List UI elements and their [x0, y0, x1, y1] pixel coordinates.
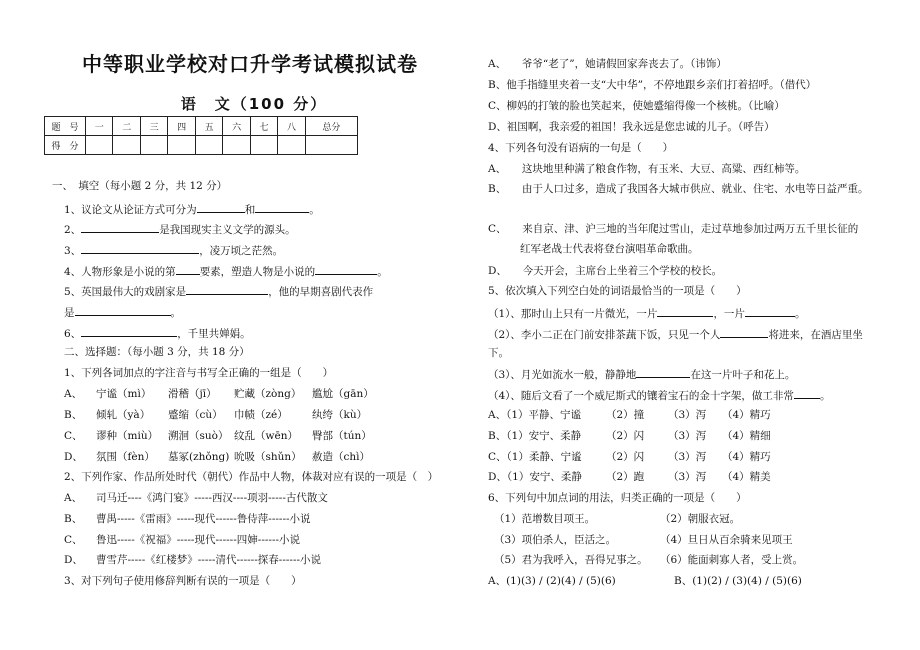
- option-term: 滑稽（jī）: [168, 388, 217, 400]
- score-cell: 四: [168, 117, 195, 136]
- mc4-option-c[interactable]: C、 来自京、津、沪三地的当年爬过雪山，走过草地参加过两万五千里长征的: [488, 223, 859, 235]
- option-term: 纹乱（wēn）: [234, 430, 298, 442]
- mc2-option-a[interactable]: [64, 491, 328, 505]
- option-text: （2）闪: [606, 451, 645, 463]
- sentence-item: （6）能面刺寡人者，受上赏。: [660, 554, 804, 566]
- mc4-option-d[interactable]: D、 今天开会，主席台上坐着三个学校的校长。: [488, 265, 723, 277]
- mc5-sentence-2: [488, 326, 863, 342]
- option-text: （3）泻: [668, 451, 707, 463]
- option-term: 巾帻（zé）: [234, 409, 288, 421]
- option-text: B、（1）安宁、柔静: [488, 430, 582, 442]
- mc3-option-c[interactable]: C、柳妈的打皱的脸也笑起来，使她蹙缩得像一个核桃。（比喻）: [488, 100, 785, 112]
- option-text: （4）精美: [722, 471, 771, 483]
- option-text: （4）精巧: [722, 409, 771, 421]
- option-term: 氛围（fèn）: [96, 451, 155, 463]
- sentence-item: （2）朝服衣冠。: [660, 513, 741, 525]
- q2-text: 是我国现实主义文学的源头。: [159, 224, 296, 236]
- mc6-option-a[interactable]: A、(1)(3) / (2)(4) / (5)(6): [488, 575, 616, 587]
- mc3-option-d[interactable]: D、祖国啊，我亲爱的祖国！我永远是您忠诚的儿子。（呼告）: [488, 121, 775, 133]
- option-term: 蹙缩（cù）: [168, 409, 223, 421]
- fill-question-5: [64, 283, 373, 299]
- option-letter: D、: [64, 554, 83, 566]
- option-term: 臀部（tún）: [312, 430, 372, 442]
- score-cell: 题 号: [45, 117, 86, 136]
- answer-blank[interactable]: [75, 304, 171, 316]
- mc-question-6: 6、下列句中加点词的用法，归类正确的一项是（ ）: [488, 492, 747, 504]
- answer-blank[interactable]: [81, 221, 159, 233]
- option-letter: D、: [64, 451, 83, 463]
- option-text: 曹禺-----《雷雨》-----现代------鲁侍萍------小说: [96, 513, 311, 525]
- mc1-option-b[interactable]: [64, 408, 367, 422]
- option-letter: C、: [64, 430, 83, 442]
- mc-question-4: 4、下列各句没有语病的一句是（ ）: [488, 142, 674, 154]
- q1-text: 。: [309, 204, 320, 216]
- q1-text: 和: [244, 204, 256, 216]
- mc-question-5: 5、依次填入下列空白处的词语最恰当的一项是（ ）: [488, 285, 747, 297]
- answer-blank[interactable]: [745, 305, 795, 317]
- q3-text: ，凌万顷之茫然。: [199, 245, 284, 257]
- fill-question-1: [64, 201, 320, 217]
- sentence-text: 。: [794, 308, 806, 320]
- score-table-score-row: [45, 136, 358, 155]
- score-cell: 五: [195, 117, 222, 136]
- fill-question-6: [64, 325, 251, 341]
- answer-blank[interactable]: [636, 366, 690, 378]
- option-term: 吮吸（shǔn）: [234, 451, 302, 463]
- sentence-text: 在这一片叶子和花上。: [690, 369, 796, 381]
- mc4-option-a[interactable]: A、 这块地里种满了粮食作物，有玉米、大豆、高粱、西红柿等。: [488, 163, 806, 175]
- answer-blank[interactable]: [255, 201, 309, 213]
- q1-text: 1、议论文从论证方式可分为: [64, 204, 197, 216]
- score-cell: 总分: [305, 117, 357, 136]
- mc1-option-d[interactable]: [64, 450, 370, 464]
- option-letter: A、: [64, 388, 83, 400]
- fill-question-2: [64, 221, 296, 237]
- answer-blank[interactable]: [81, 242, 199, 254]
- option-text: （2）跑: [606, 471, 645, 483]
- sentence-item: （4）旦日从百余骑来见项王: [660, 534, 793, 546]
- mc6-item-row: [494, 533, 793, 547]
- score-input-cell[interactable]: [223, 136, 250, 155]
- answer-blank[interactable]: [81, 325, 177, 337]
- mc1-option-a[interactable]: [64, 387, 374, 401]
- q4-text: 4、人物形象是小说的第: [64, 266, 176, 278]
- mc5-option-d[interactable]: [488, 470, 771, 484]
- q4-text: 要素，塑造人物是小说的: [199, 266, 316, 278]
- mc5-sentence-4: [488, 387, 830, 403]
- score-input-cell[interactable]: [278, 136, 305, 155]
- option-text: A、（1）平静、宁谧: [488, 409, 582, 421]
- q6-text: ，千里共婵娟。: [177, 328, 251, 340]
- option-text: 司马迁----《鸿门宴》-----西汉----项羽-----古代散文: [96, 492, 328, 504]
- score-input-cell[interactable]: [86, 136, 113, 155]
- sentence-text: （2）、李小二正在门前安排茶蔬下饭，只见一个人: [488, 329, 721, 341]
- score-input-cell[interactable]: [305, 136, 357, 155]
- mc2-option-b[interactable]: [64, 512, 311, 526]
- option-text: （4）精巧: [722, 451, 771, 463]
- mc4-option-c-cont: 红军老战士代表将登台演唱革命歌曲。: [520, 243, 699, 255]
- fill-question-5-cont: [64, 304, 181, 320]
- answer-blank[interactable]: [186, 283, 268, 295]
- score-input-cell[interactable]: [168, 136, 195, 155]
- q5-text: 是: [64, 307, 75, 319]
- score-cell: 一: [86, 117, 113, 136]
- mc2-option-c[interactable]: [64, 533, 300, 547]
- sentence-item: （5）君为我呼入，吾得兄事之。: [494, 554, 648, 566]
- score-cell: 二: [113, 117, 140, 136]
- mc-question-1: 1、下列各词加点的字注音与书写全正确的一组是（ ）: [64, 367, 334, 379]
- mc-question-2: 2、下列作家、作品所处时代（朝代）作品中人物，体裁对应有误的一项是（ ）: [64, 471, 439, 483]
- q5-text: 5、英国最伟大的戏剧家是: [64, 286, 187, 298]
- mc5-sentence-1: [488, 305, 805, 321]
- q5-text: ，他的早期喜剧代表作: [268, 286, 374, 298]
- sentence-text: ，一片: [713, 308, 745, 320]
- fill-question-3: [64, 242, 283, 258]
- option-letter: A、: [64, 492, 83, 504]
- score-cell: 六: [223, 117, 250, 136]
- mc2-option-d[interactable]: [64, 553, 321, 567]
- score-input-cell[interactable]: [140, 136, 167, 155]
- mc3-option-a[interactable]: A、 爷爷“老了”，她请假回家奔丧去了。（讳饰）: [488, 58, 727, 70]
- q2-number: 2、: [64, 224, 82, 236]
- option-text: 曹雪芹-----《红楼梦》-----清代------探春------小说: [96, 554, 322, 566]
- score-input-cell[interactable]: [195, 136, 222, 155]
- section1-heading: 一、 填空（每小题 2 分，共 12 分）: [52, 180, 228, 192]
- option-term: 溯洄（suò）: [168, 430, 229, 442]
- option-text: （3）泻: [668, 430, 707, 442]
- mc4-option-b[interactable]: B、 由于人口过多，造成了我国各大城市供应、就业、住宅、水电等日益严重。: [488, 183, 869, 195]
- mc5-option-a[interactable]: [488, 408, 771, 422]
- option-text: （3）泻: [668, 409, 707, 421]
- score-input-cell[interactable]: [250, 136, 277, 155]
- mc6-item-row: [494, 512, 740, 526]
- q6-number: 6、: [64, 328, 82, 340]
- option-text: （4）精细: [722, 430, 771, 442]
- option-term: 贮藏（zòng）: [234, 388, 302, 400]
- option-term: 谬种（miù）: [96, 430, 159, 442]
- option-text: D、（1）安宁、柔静: [488, 471, 582, 483]
- score-table-header-row: [45, 117, 358, 136]
- score-row-label: 得 分: [45, 136, 86, 155]
- sentence-text: （1）、那时山上只有一片微光，一片: [488, 308, 658, 320]
- answer-blank[interactable]: [794, 387, 820, 399]
- option-term: 墓冢(zhǒng): [168, 451, 230, 463]
- answer-blank[interactable]: [657, 305, 713, 317]
- page-title: 中等职业学校对口升学考试模拟试卷: [82, 52, 418, 76]
- mc5-option-b[interactable]: [488, 429, 771, 443]
- fill-question-4: [64, 263, 388, 279]
- option-letter: B、: [64, 409, 83, 421]
- option-text: 鲁迅-----《祝福》-----现代------四婶------小说: [96, 534, 301, 546]
- score-table: [44, 116, 358, 155]
- mc6-options: [488, 574, 802, 588]
- mc1-option-c[interactable]: [64, 429, 372, 443]
- q3-number: 3、: [64, 245, 82, 257]
- sentence-item: （3）项伯杀人，臣活之。: [494, 534, 617, 546]
- answer-blank[interactable]: [197, 201, 245, 213]
- mc6-item-row: [494, 553, 803, 567]
- section2-heading: 二、选择题：（每小题 3 分，共 18 分）: [64, 346, 250, 358]
- option-text: （2）闪: [606, 430, 645, 442]
- option-term: 倾轧（yà）: [96, 409, 151, 421]
- option-term: 尴尬（gān）: [312, 388, 374, 400]
- sentence-text: 。: [819, 390, 831, 402]
- mc6-option-b[interactable]: B、(1)(2) / (3)(4) / (5)(6): [674, 575, 802, 587]
- answer-blank[interactable]: [315, 263, 377, 275]
- score-input-cell[interactable]: [113, 136, 140, 155]
- option-text: （3）泻: [668, 471, 707, 483]
- sentence-text: 将进来，在酒店里坐: [768, 329, 863, 341]
- mc5-option-c[interactable]: [488, 450, 771, 464]
- score-cell: 三: [140, 117, 167, 136]
- score-cell: 八: [278, 117, 305, 136]
- sentence-text: （3）、月光如流水一般，静静地: [488, 369, 637, 381]
- option-text: C、（1）柔静、宁谧: [488, 451, 582, 463]
- q4-text: 。: [377, 266, 388, 278]
- option-text: （2）撞: [606, 409, 645, 421]
- mc-question-3: 3、对下列句子使用修辞判断有误的一项是（ ）: [64, 575, 302, 587]
- mc3-option-b[interactable]: B、他手指缝里夹着一支“大中华”，不停地跟乡亲们打着招呼。（借代）: [488, 79, 817, 91]
- sentence-item: （1）范增数目项王。: [494, 513, 596, 525]
- mc5-sentence-2-cont: 下。: [488, 347, 509, 359]
- q5-text: 。: [170, 307, 181, 319]
- sentence-text: （4）、随后文看了一个威尼斯式的镶着宝石的金十字架，做工非常: [488, 390, 794, 402]
- subject-heading: 语 文（100 分）: [180, 95, 328, 113]
- mc5-sentence-3: [488, 366, 795, 382]
- answer-blank[interactable]: [176, 263, 200, 275]
- option-term: 赦造（chì）: [312, 451, 371, 463]
- option-term: 纨绔（kù）: [312, 409, 368, 421]
- score-cell: 七: [250, 117, 277, 136]
- option-letter: B、: [64, 513, 83, 525]
- option-letter: C、: [64, 534, 83, 546]
- answer-blank[interactable]: [720, 326, 768, 338]
- option-term: 宁谧（mì）: [96, 388, 152, 400]
